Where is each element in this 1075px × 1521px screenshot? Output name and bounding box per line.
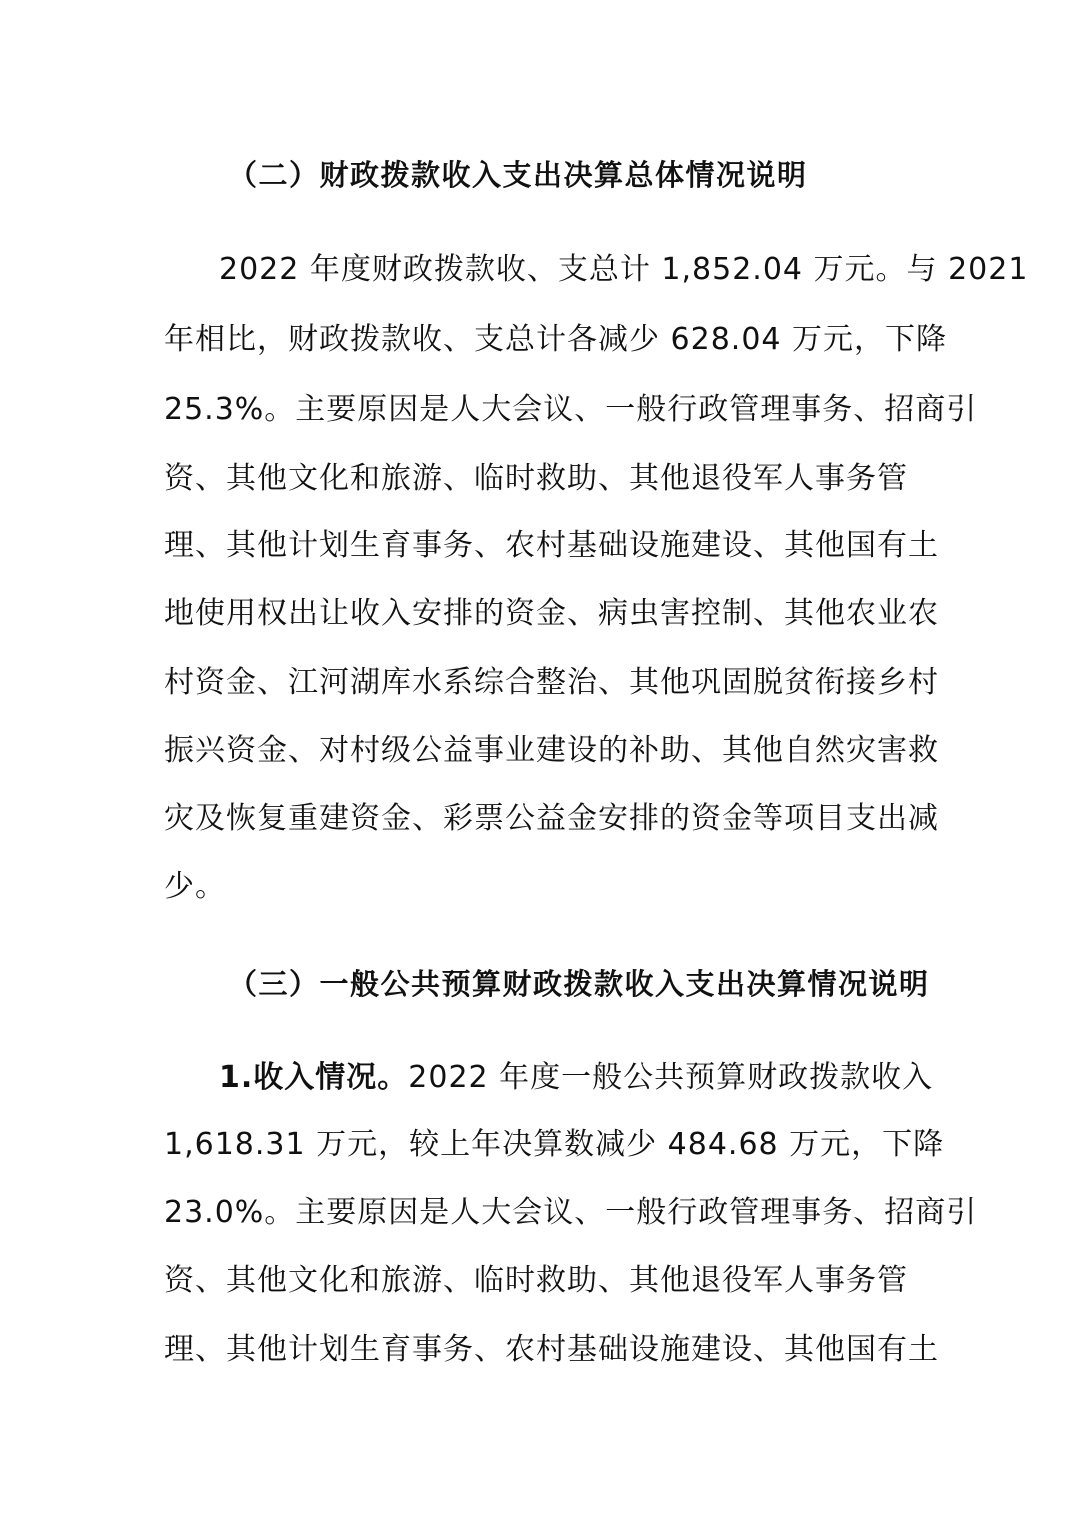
paragraph-line: 25.3%。主要原因是人大会议、一般行政管理事务、招商引: [164, 392, 978, 427]
paragraph-line: 地使用权出让收入安排的资金、病虫害控制、其他农业农: [164, 596, 939, 631]
paragraph-line: 村资金、江河湖库水系综合整治、其他巩固脱贫衔接乡村: [164, 665, 939, 700]
paragraph-line: 资、其他文化和旅游、临时救助、其他退役军人事务管: [164, 1263, 908, 1298]
section-heading-2: （二）财政拨款收入支出决算总体情况说明: [228, 158, 808, 192]
paragraph-line: 灾及恢复重建资金、彩票公益金安排的资金等项目支出减: [164, 801, 939, 836]
paragraph-lead: 1.收入情况。: [219, 1060, 409, 1095]
paragraph-line: 2022 年度财政拨款收、支总计 1,852.04 万元。与 2021: [219, 252, 1029, 287]
paragraph-line: 理、其他计划生育事务、农村基础设施建设、其他国有土: [164, 1332, 939, 1367]
paragraph-line: 1,618.31 万元，较上年决算数减少 484.68 万元，下降: [164, 1127, 945, 1162]
paragraph-line: 理、其他计划生育事务、农村基础设施建设、其他国有土: [164, 528, 939, 563]
paragraph-line: [219, 1060, 933, 1096]
paragraph-text: 2022 年度一般公共预算财政拨款收入: [408, 1060, 934, 1095]
section-heading-3: （三）一般公共预算财政拨款收入支出决算情况说明: [228, 967, 930, 1001]
paragraph-line: 年相比，财政拨款收、支总计各减少 628.04 万元，下降: [164, 322, 948, 357]
paragraph-line: 少。: [164, 869, 226, 904]
paragraph-line: 23.0%。主要原因是人大会议、一般行政管理事务、招商引: [164, 1195, 978, 1230]
paragraph-line: 振兴资金、对村级公益事业建设的补助、其他自然灾害救: [164, 733, 939, 768]
paragraph-line: 资、其他文化和旅游、临时救助、其他退役军人事务管: [164, 461, 908, 496]
